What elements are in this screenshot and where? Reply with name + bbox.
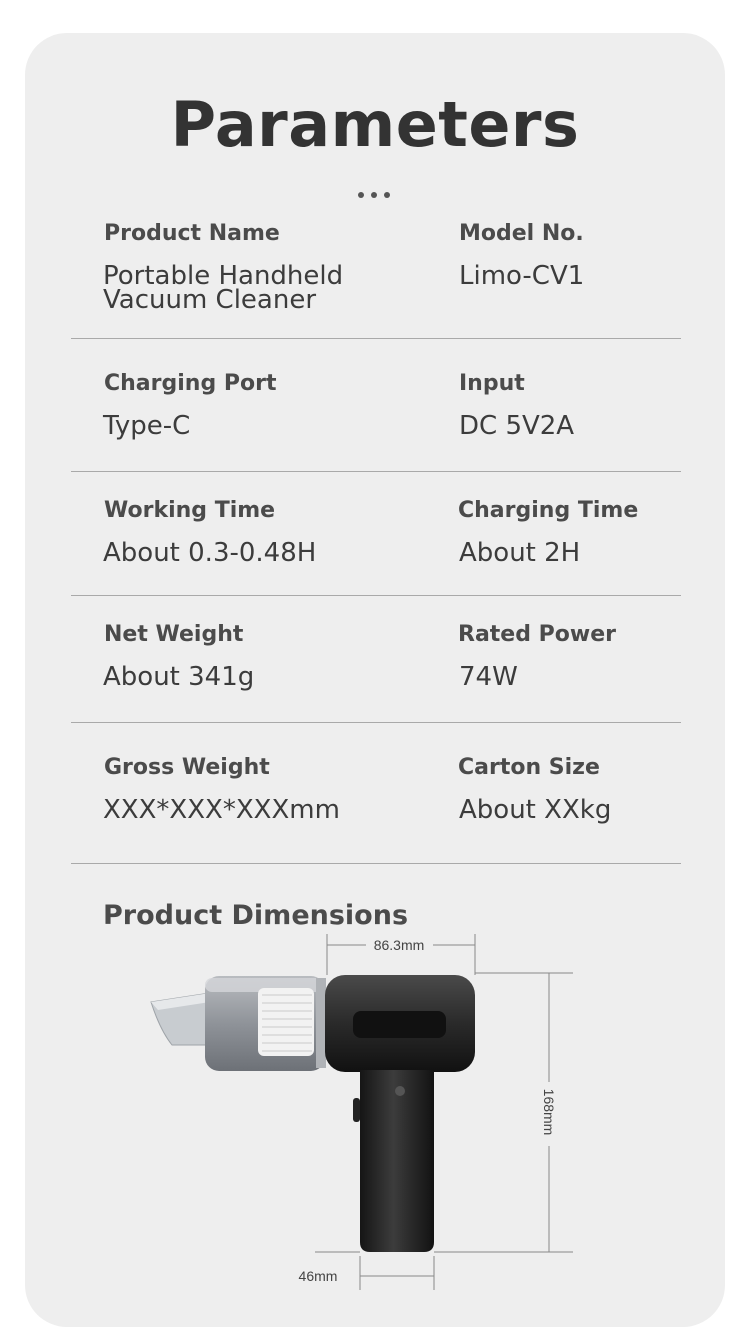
net-weight-label: Net Weight bbox=[104, 622, 244, 647]
product-name-label: Product Name bbox=[104, 221, 280, 246]
input-label: Input bbox=[459, 371, 525, 396]
vacuum-illustration bbox=[151, 975, 475, 1252]
rated-power-label: Rated Power bbox=[458, 622, 616, 647]
charging-port-value: Type-C bbox=[103, 411, 191, 441]
model-no-label: Model No. bbox=[459, 221, 584, 246]
gross-weight-value: XXX*XXX*XXXmm bbox=[103, 795, 340, 825]
carton-size-value: About XXkg bbox=[459, 795, 612, 825]
charging-port-label: Charging Port bbox=[104, 371, 277, 396]
handle-dimension-label: 46mm bbox=[298, 1268, 338, 1284]
product-name-value-line1: Portable Handheld bbox=[103, 261, 344, 291]
charging-time-value: About 2H bbox=[459, 538, 581, 568]
page-title: Parameters bbox=[170, 88, 580, 161]
working-time-value: About 0.3-0.48H bbox=[103, 538, 317, 568]
product-dimensions-title: Product Dimensions bbox=[103, 900, 409, 931]
charging-time-label: Charging Time bbox=[458, 498, 639, 523]
model-no-value: Limo-CV1 bbox=[459, 261, 585, 291]
rated-power-value: 74W bbox=[459, 662, 518, 692]
product-name-value-line2: Vacuum Cleaner bbox=[103, 285, 317, 315]
width-dimension-label: 86.3mm bbox=[373, 937, 425, 953]
working-time-label: Working Time bbox=[104, 498, 276, 523]
carton-size-label: Carton Size bbox=[458, 755, 600, 780]
input-value: DC 5V2A bbox=[459, 411, 575, 441]
height-dimension-label: 168mm bbox=[541, 1088, 557, 1136]
net-weight-value: About 341g bbox=[103, 662, 255, 692]
gross-weight-label: Gross Weight bbox=[104, 755, 270, 780]
